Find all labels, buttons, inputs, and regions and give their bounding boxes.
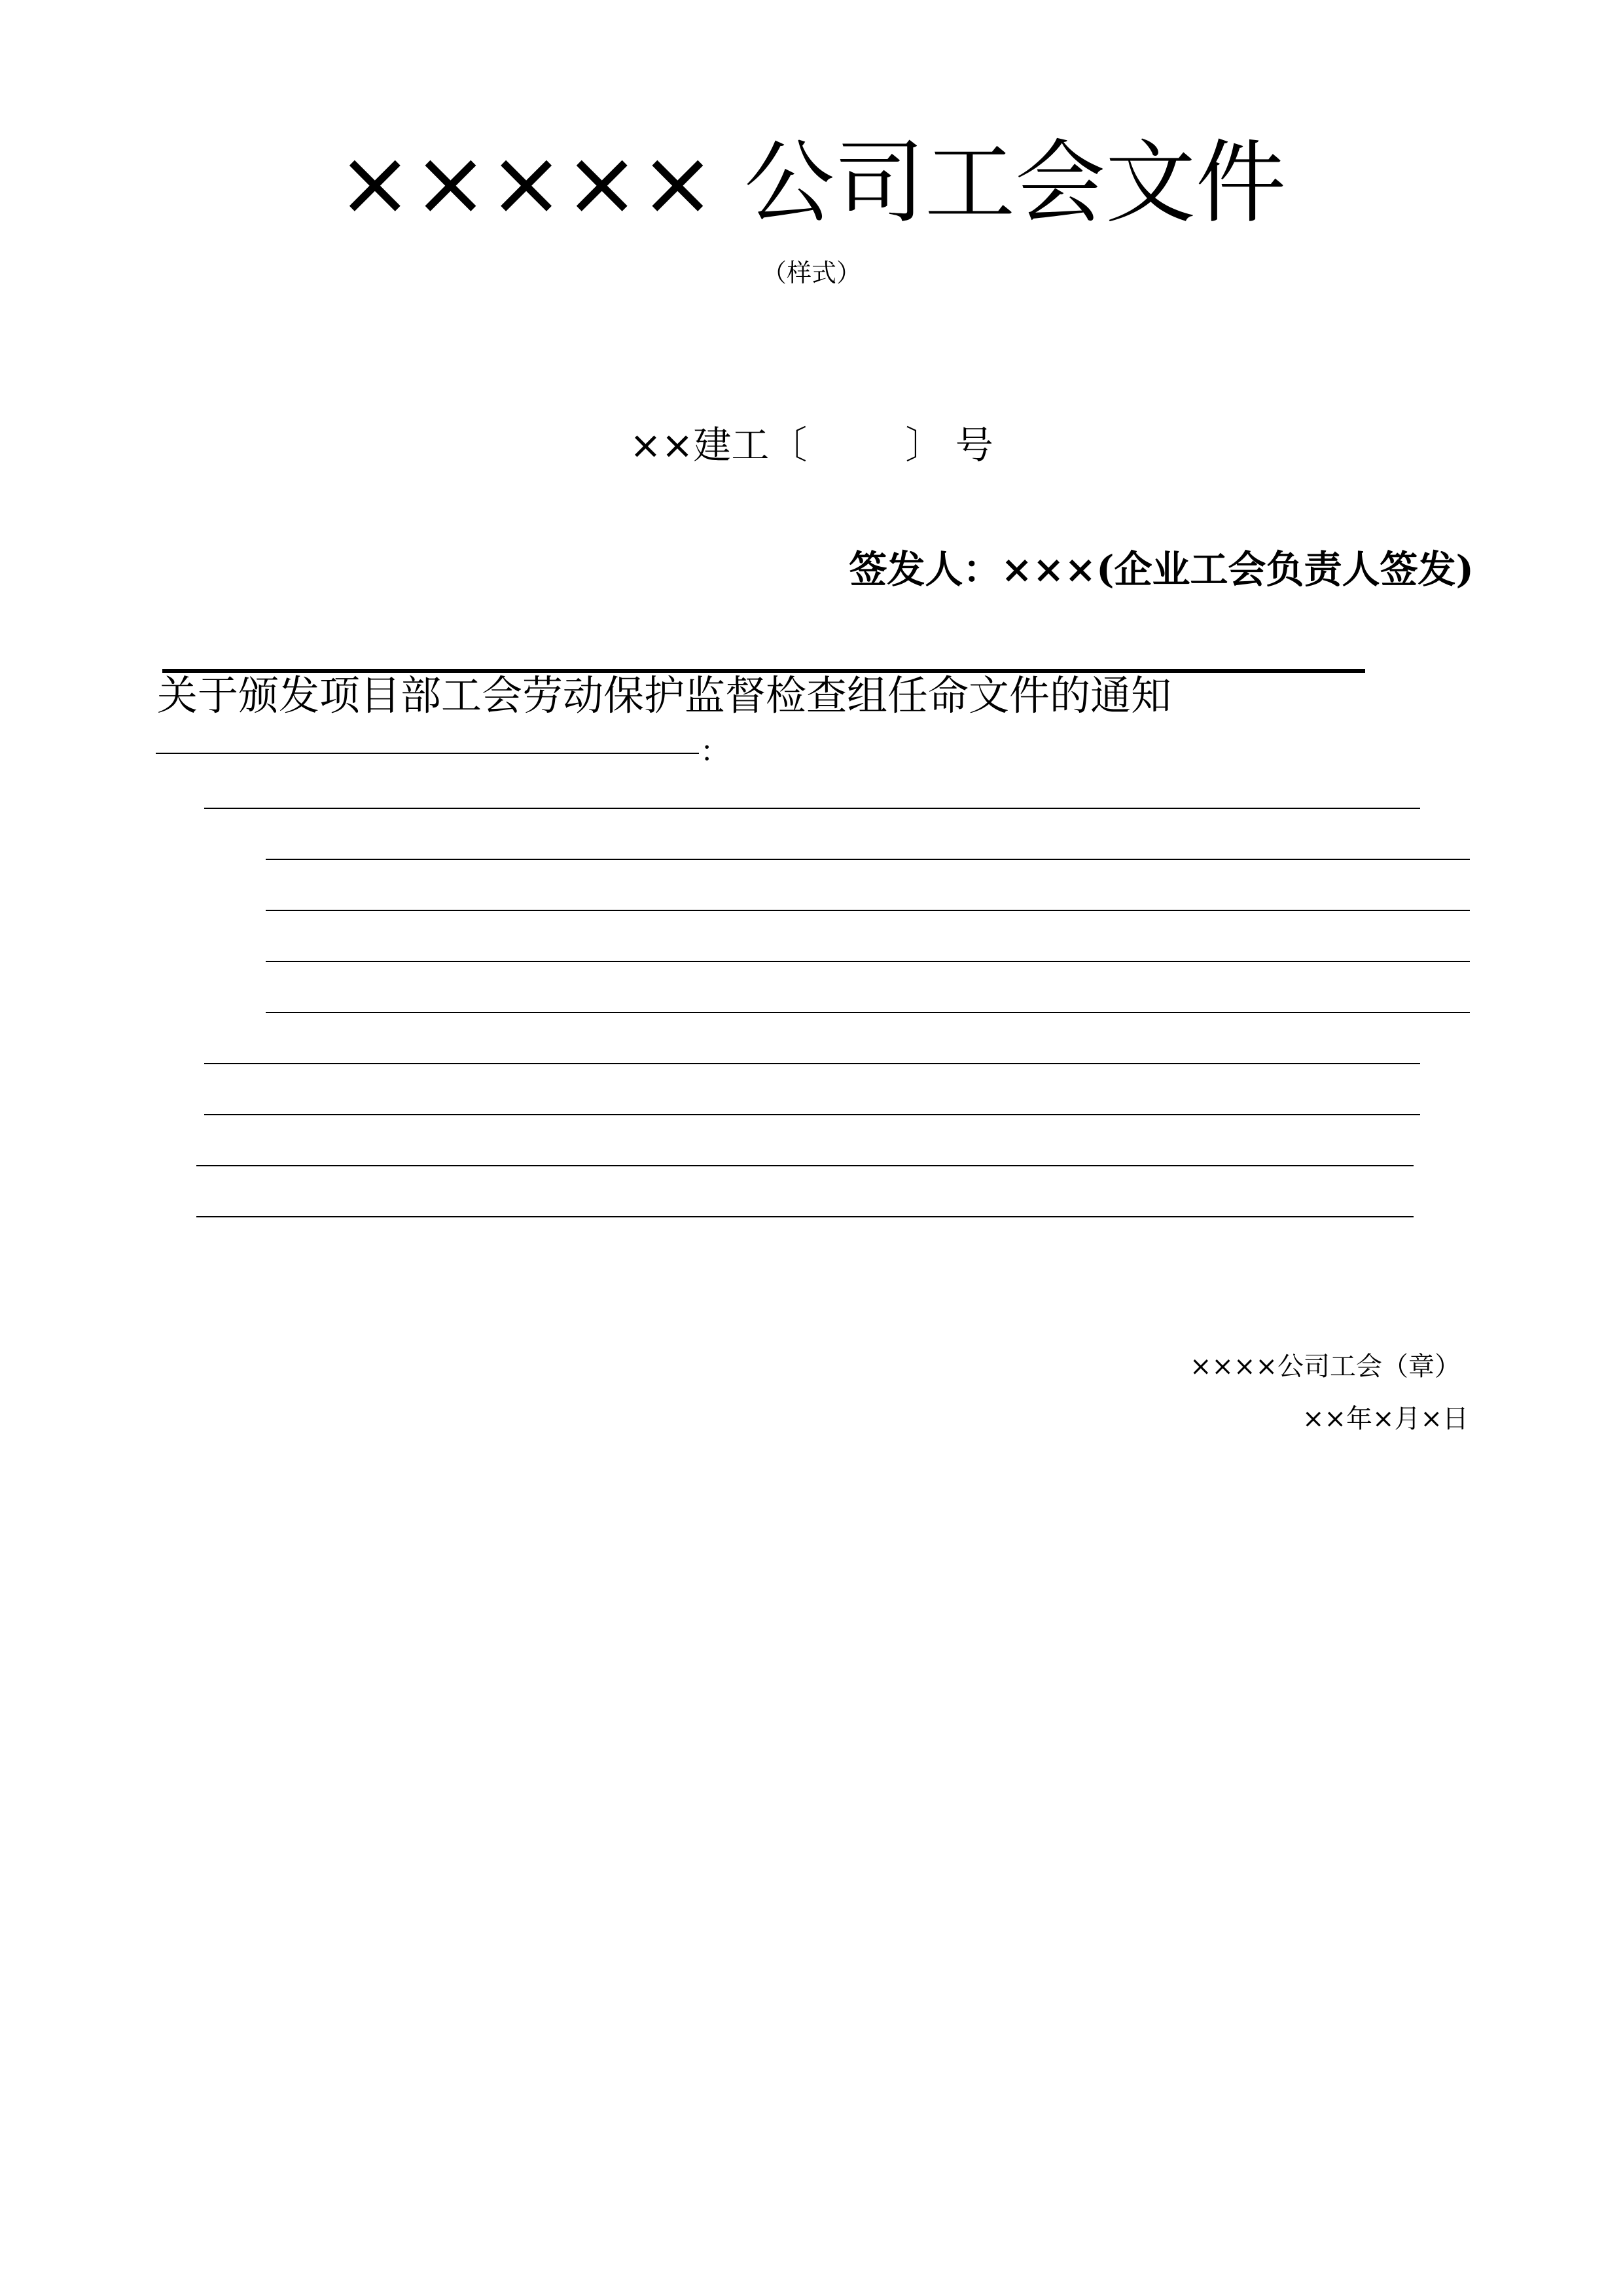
body-blank-line xyxy=(266,1012,1470,1013)
style-note: （样式） xyxy=(761,259,861,287)
addressee-colon: ： xyxy=(700,735,729,768)
body-blank-line xyxy=(266,910,1470,911)
subject-heading: 关于颁发项目部工会劳动保护监督检查组任命文件的通知 xyxy=(157,672,1172,719)
body-blank-line xyxy=(196,1165,1414,1166)
document-number-suffix: 〕 号 xyxy=(905,423,993,467)
issue-date: ××年×月×日 xyxy=(1302,1404,1469,1434)
document-title: ××××× 公司工会文件 xyxy=(336,130,1286,236)
body-blank-line xyxy=(196,1216,1414,1217)
body-blank-line xyxy=(204,1114,1420,1115)
body-blank-line xyxy=(204,1063,1420,1064)
issuer-seal-line: ××××公司工会（章） xyxy=(1189,1352,1461,1382)
body-blank-line xyxy=(266,859,1470,860)
body-blank-line xyxy=(204,808,1420,809)
body-blank-line xyxy=(266,961,1470,962)
addressee-blank-line xyxy=(156,753,699,754)
document-number-prefix: ××建工〔 xyxy=(630,423,808,467)
document-number xyxy=(0,419,1623,471)
signer-line: 签发人：×××(企业工会负责人签发) xyxy=(849,547,1474,592)
